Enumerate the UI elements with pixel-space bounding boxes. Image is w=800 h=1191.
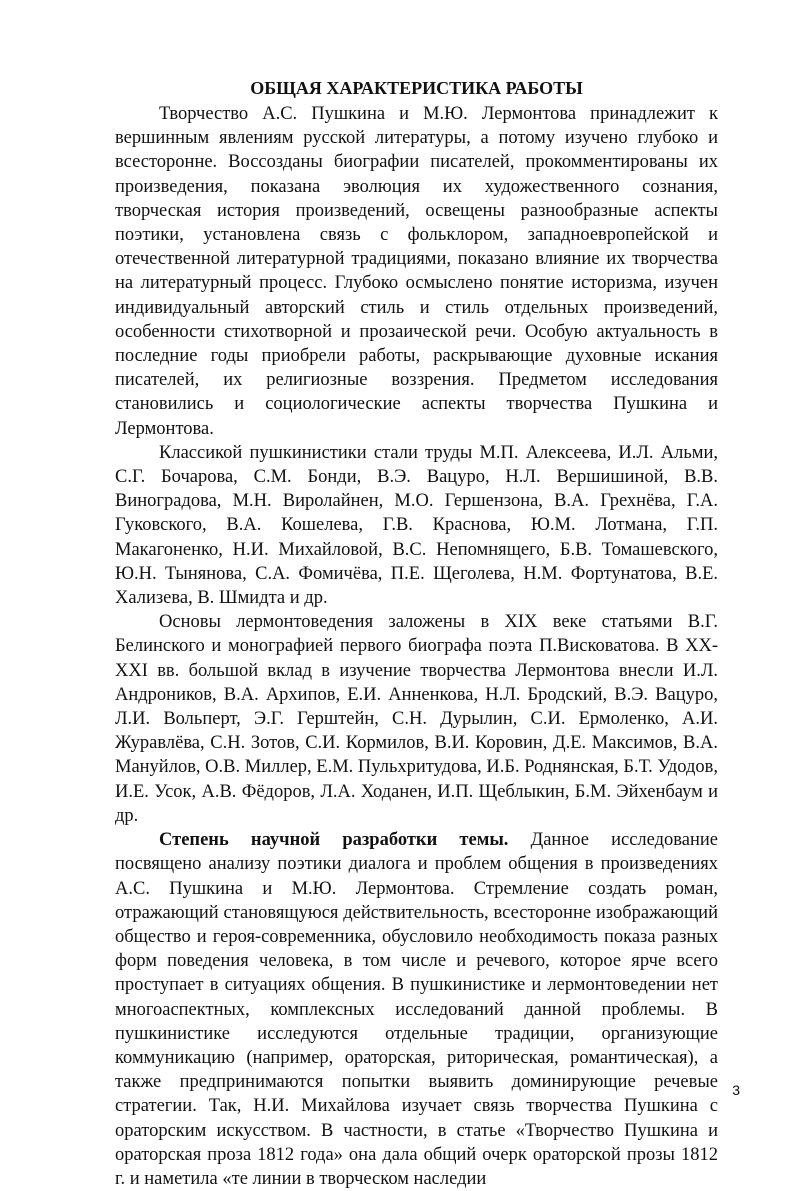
paragraph-pushkin-studies: Классикой пушкинистики стали труды М.П. Алексеева, И.Л. Альми, С.Г. Бочарова, С.М. Бонди, В.Э. Вацуро, Н.Л. Вершишиной, В.В. Виноградова, М.Н. Виролайнен, М.О. Гершензона, В.А. Грехнёва, Г.А. Гуковского, В.А. Кошелева, Г.В. Краснова, Ю.М. Лотмана, Г.П. Макагоненко, Н.И. Михайловой, В.С. Непомнящего, Б.В. Томашевского, Ю.Н. Тынянова, С.А. Фомичёва, П.Е. Щеголева, Н.М. Фортунатова, В.Е. Хализева, В. Шмидта и др.: [115, 442, 718, 609]
paragraph-intro: Творчество А.С. Пушкина и М.Ю. Лермонтова принадлежит к вершинным явлениям русской литературы, а потому изучено глубоко и всесторонне. Воссозданы биографии писателей, прокомментированы их произведения, показана эволюция их художественного сознания, творческая история произведений, освещены разнообразные аспекты поэтики, установлена связь с фольклором, западноевропейской и отечественной литературной традициями, показано влияние их творчества на литературный процесс. Глубоко осмыслено понятие историзма, изучен индивидуальный авторский стиль и стиль отдельных произведений, особенности стихотворной и прозаической речи. Особую актуальность в последние годы приобрели работы, раскрывающие духовные искания писателей, их религиозные воззрения. Предметом исследования становились и социологические аспекты творчества Пушкина и Лермонтова.: [115, 104, 718, 439]
section-lead: Степень научной разработки темы.: [159, 830, 509, 851]
page-number: 3: [732, 1082, 740, 1098]
page-title: ОБЩАЯ ХАРАКТЕРИСТИКА РАБОТЫ: [250, 78, 583, 98]
section-text: Данное исследование посвящено анализу поэтики диалога и проблем общения в произведениях А.С. Пушкина и М.Ю. Лермонтова. Стремление создать роман, отражающий становящуюся действительность, всесторонне изображающий общество и героя-современника, обусловило необходимость показа разных форм поведения человека, в том числе и речевого, которое ярче всего проступает в ситуациях общения. В пушкинистике и лермонтоведении нет многоаспектных, комплексных исследований данной проблемы. В пушкинистике исследуются отдельные традиции, организующие коммуникацию (например, ораторская, риторическая, романтическая), а также предпринимаются попытки выявить доминирующие речевые стратегии. Так, Н.И. Михайлова изучает связь творчества Пушкина с ораторским искусством. В частности, в статье «Творчество Пушкина и ораторская проза 1812 года» она дала общий очерк ораторской прозы 1812 г. и наметила «те линии в творческом наследии: [115, 830, 718, 1189]
paragraph-lermontov-studies: Основы лермонтоведения заложены в XIX веке статьями В.Г. Белинского и монографией первого биографа поэта П.Висковатова. В XX-XXI вв. большой вклад в изучение творчества Лермонтова внесли И.Л. Андроников, В.А. Архипов, Е.И. Анненкова, Н.Л. Бродский, В.Э. Вацуро, Л.И. Вольперт, Э.Г. Герштейн, С.Н. Дурылин, С.И. Ермоленко, А.И. Журавлёва, С.Н. Зотов, С.И. Кормилов, В.И. Коровин, Д.Е. Максимов, В.А. Мануйлов, О.В. Миллер, Е.М. Пульхритудова, И.Б. Роднянская, Б.Т. Удодов, И.Е. Усок, А.В. Фёдоров, Л.А. Ходанен, И.П. Щеблыкин, Б.М. Эйхенбаум и др.: [115, 612, 718, 826]
paragraph-research-degree: [115, 828, 718, 1191]
